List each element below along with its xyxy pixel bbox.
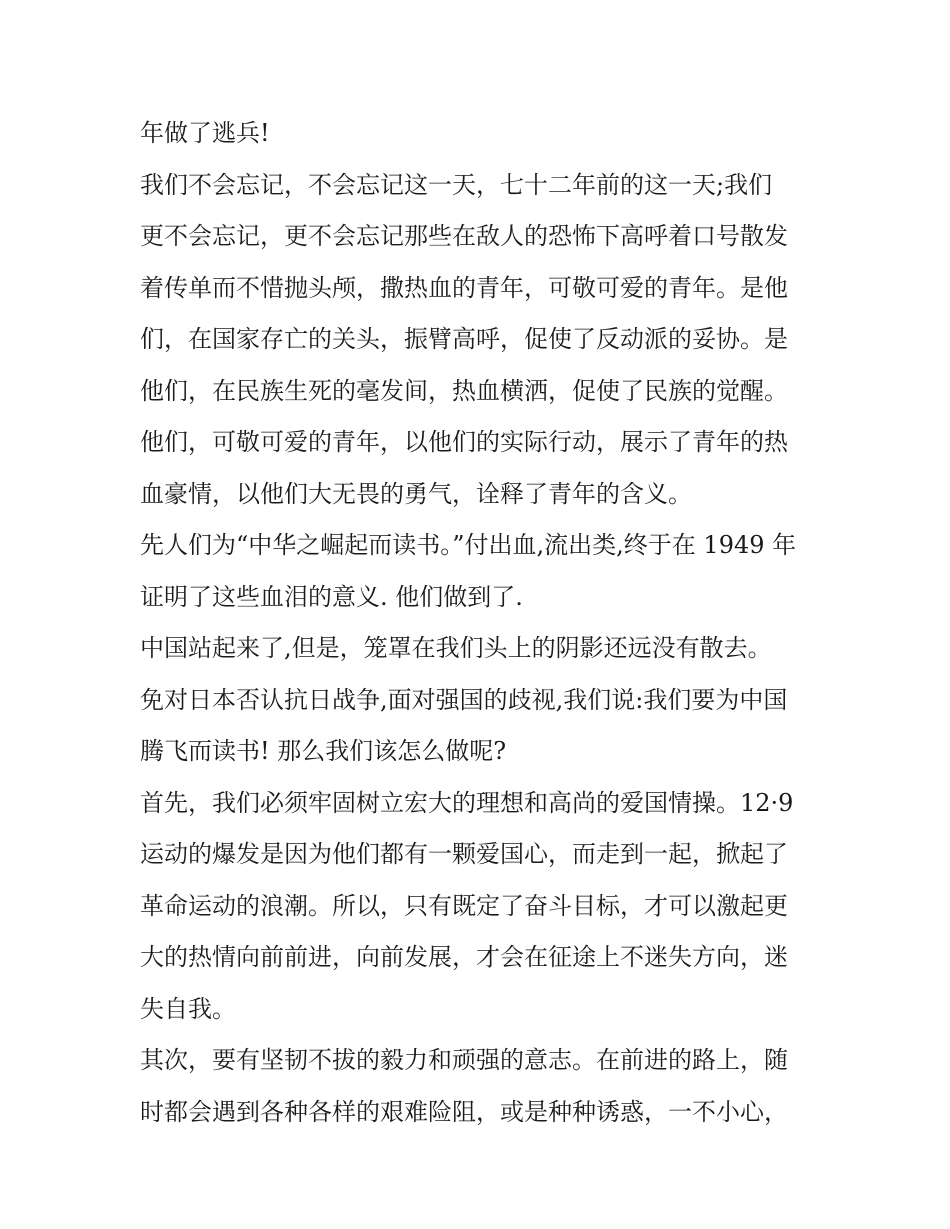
text-line: 其次，要有坚韧不拔的毅力和顽强的意志。在前进的路上，随 bbox=[140, 1046, 788, 1074]
text-line: 他们，可敬可爱的青年，以他们的实际行动，展示了青年的热 bbox=[140, 428, 788, 456]
text-line: 证明了这些血泪的意义. 他们做到了. bbox=[140, 582, 523, 611]
text-line: 时都会遇到各种各样的艰难险阻，或是种种诱惑，一不小心， bbox=[140, 1097, 788, 1126]
text-line: 运动的爆发是因为他们都有一颗爱国心，而走到一起，掀起了 bbox=[140, 840, 788, 868]
text-line: 们，在国家存亡的关头，振臂高呼，促使了反动派的妥协。是 bbox=[140, 325, 788, 353]
text-line: 着传单而不惜抛头颅，撒热血的青年，可敬可爱的青年。是他 bbox=[140, 273, 788, 302]
text-line: 腾飞而读书! 那么我们该怎么做呢? bbox=[140, 737, 507, 765]
text-line: 中国站起来了,但是，笼罩在我们头上的阴影还远没有散去。 bbox=[140, 634, 772, 662]
text-line: 免对日本否认抗日战争,面对强国的歧视,我们说:我们要为中国 bbox=[140, 685, 788, 714]
text-line: 失自我。 bbox=[140, 994, 236, 1023]
text-line: 大的热情向前前进，向前发展，才会在征途上不迷失方向，迷 bbox=[140, 943, 788, 971]
text-line: 血豪情，以他们大无畏的勇气，诠释了青年的含义。 bbox=[140, 479, 692, 508]
text-line: 他们，在民族生死的毫发间，热血横洒，促使了民族的觉醒。 bbox=[140, 376, 788, 405]
text-line: 年做了逃兵! bbox=[140, 119, 270, 147]
text-line: 首先，我们必须牢固树立宏大的理想和高尚的爱国情操。12·9 bbox=[140, 788, 794, 817]
document-body bbox=[140, 108, 820, 1138]
text-line: 革命运动的浪潮。所以，只有既定了奋斗目标，才可以激起更 bbox=[140, 891, 788, 920]
text-line: 更不会忘记，更不会忘记那些在敌人的恐怖下高呼着口号散发 bbox=[140, 222, 788, 250]
text-line: 我们不会忘记，不会忘记这一天，七十二年前的这一天;我们 bbox=[140, 170, 773, 199]
text-line: 先人们为“中华之崛起而读书。”付出血,流出类,终于在 1949 年 bbox=[140, 531, 797, 559]
